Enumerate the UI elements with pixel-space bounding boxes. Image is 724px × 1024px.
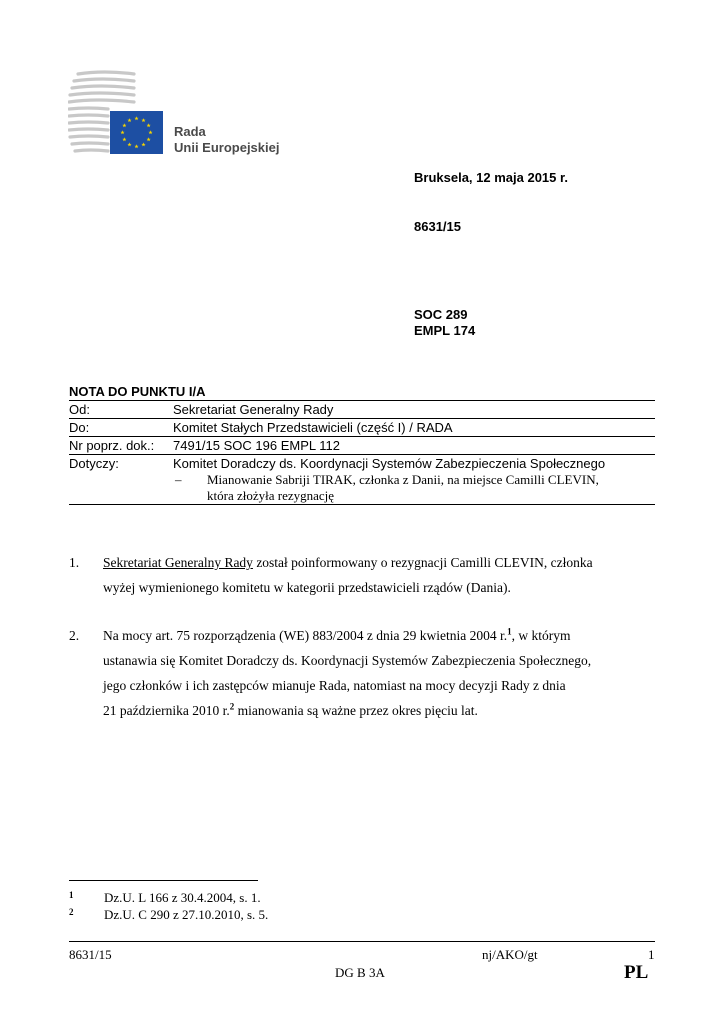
text-segment: Na mocy art. 75 rozporządzenia (WE) 883/2004 z dnia 29 kwietnia 2004 r. — [103, 628, 508, 643]
row-label: Do: — [69, 420, 90, 435]
table-row — [69, 455, 655, 504]
council-name-line2: Unii Europejskiej — [174, 140, 280, 155]
subject-title: Komitet Doradczy ds. Koordynacji Systemów Zabezpieczenia Społecznego — [173, 456, 606, 471]
table-row — [69, 419, 655, 437]
subject-detail-text — [207, 472, 599, 504]
paragraph-number: 1. — [69, 555, 80, 570]
council-logo — [68, 70, 308, 160]
code-soc: SOC 289 — [414, 307, 468, 322]
footnote-ref[interactable]: 1 — [507, 626, 512, 637]
document-date: Bruksela, 12 maja 2015 r. — [414, 170, 568, 185]
document-number: 8631/15 — [414, 219, 461, 234]
text-segment: 21 października 2010 r. — [103, 703, 230, 718]
text-line: wyżej wymienionego komitetu w kategorii przedstawicieli rządów (Dania). — [103, 580, 511, 595]
row-value: 7491/15 SOC 196 EMPL 112 — [173, 438, 340, 453]
footnote-number: 2 — [69, 907, 74, 917]
text-line: jego członków i ich zastępców mianuje Rada, natomiast na mocy decyzji Rady z dnia — [103, 678, 566, 693]
council-name — [174, 124, 279, 156]
text-line: ustanawia się Komitet Doradczy ds. Koordynacji Systemów Zabezpieczenia Społecznego, — [103, 653, 592, 668]
row-label: Nr poprz. dok.: — [69, 438, 155, 453]
footnote-divider — [69, 880, 258, 881]
paragraph-2 — [69, 623, 659, 723]
footnote-1 — [69, 890, 261, 906]
footer-department: DG B 3A — [335, 965, 385, 980]
paragraph-number: 2. — [69, 628, 80, 643]
footnote-ref[interactable]: 2 — [229, 701, 235, 712]
footnote-number: 1 — [69, 890, 74, 900]
underlined-text: Sekretariat Generalny Rady — [103, 555, 253, 570]
note-title: NOTA DO PUNKTU I/A — [69, 384, 206, 399]
note-table — [69, 400, 655, 505]
footer-divider — [69, 941, 655, 942]
paragraph-1 — [69, 550, 659, 600]
row-value: Sekretariat Generalny Rady — [173, 402, 334, 417]
footer-doc-number: 8631/15 — [69, 947, 112, 962]
footer-page-number: 1 — [648, 947, 655, 962]
code-empl: EMPL 174 — [414, 323, 476, 338]
row-value: Komitet Stałych Przedstawicieli (część I) / RADA — [173, 420, 453, 435]
paragraph-text — [103, 550, 659, 600]
footnote-text: Dz.U. C 290 z 27.10.2010, s. 5. — [104, 907, 269, 922]
row-label: Dotyczy: — [69, 456, 119, 471]
table-row — [69, 401, 655, 419]
text-segment: został poinformowany o rezygnacji Camilli CLEVIN, członka — [252, 555, 593, 570]
row-value-subject — [173, 455, 655, 504]
document-codes — [414, 307, 475, 339]
text-segment: , w którym — [511, 628, 571, 643]
paragraph-text — [103, 623, 659, 723]
text-segment: mianowania są ważne przez okres pięciu lat. — [234, 703, 478, 718]
footnote-2 — [69, 907, 268, 923]
subject-dash: – — [175, 472, 182, 487]
council-name-line1: Rada — [174, 124, 206, 139]
row-label: Od: — [69, 402, 90, 417]
language-code: PL — [624, 962, 649, 983]
footer-initials: nj/AKO/gt — [482, 947, 538, 962]
subject-detail-line1: Mianowanie Sabriji TIRAK, członka z Danii, na miejsce Camilli CLEVIN, — [207, 472, 599, 487]
subject-detail — [173, 472, 655, 504]
eu-flag-icon — [110, 111, 163, 154]
subject-detail-line2: która złożyła rezygnację — [207, 488, 335, 503]
footnote-text: Dz.U. L 166 z 30.4.2004, s. 1. — [104, 890, 261, 905]
table-row — [69, 437, 655, 455]
